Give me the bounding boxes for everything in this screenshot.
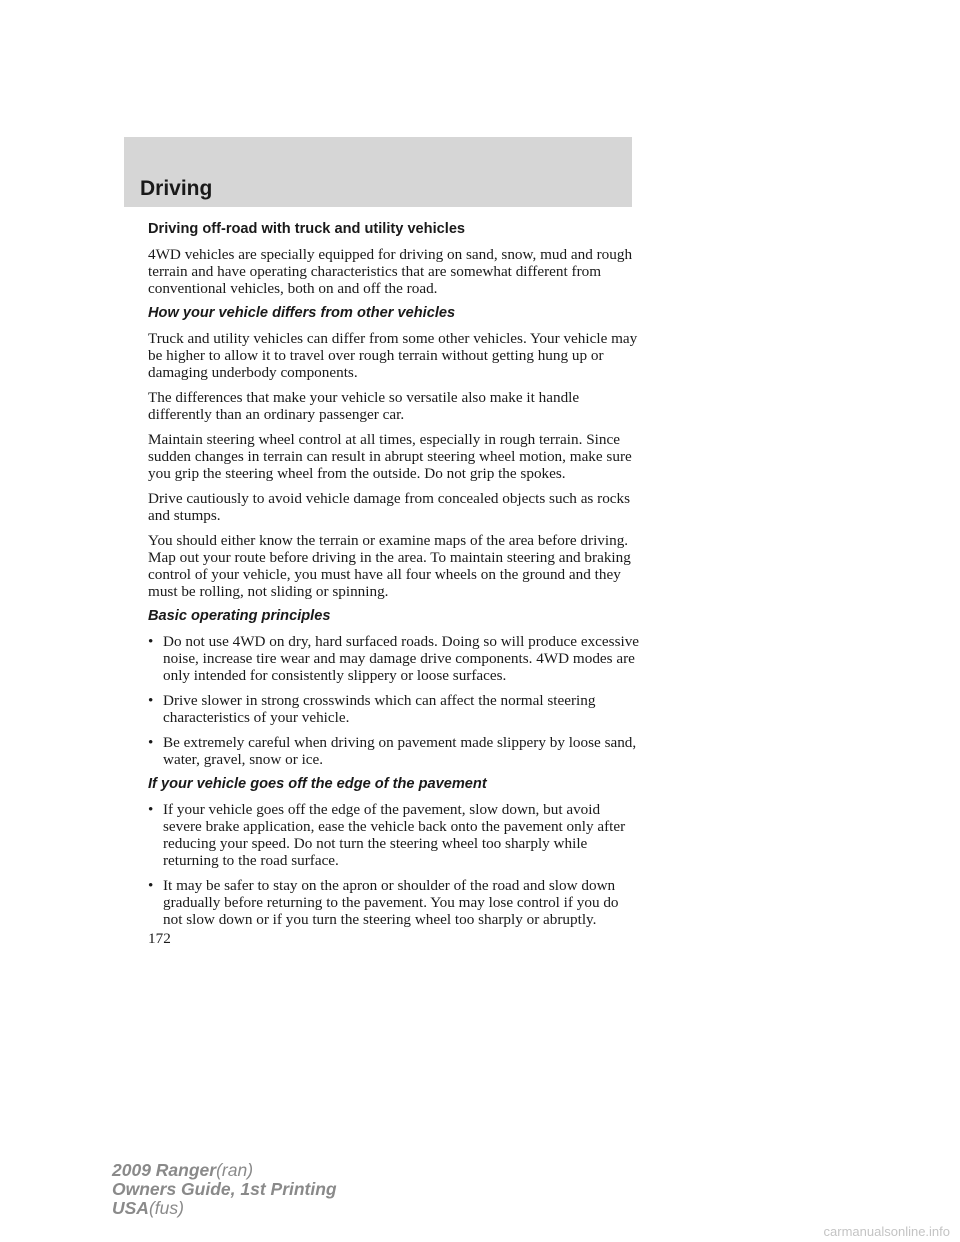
principles-list: [148, 633, 640, 768]
footer-model-code: (ran): [216, 1160, 254, 1180]
paragraph: The differences that make your vehicle so versatile also make it handle differently than an ordinary passenger car.: [148, 389, 580, 423]
list-item: [148, 633, 640, 684]
intro-paragraph: 4WD vehicles are specially equipped for driving on sand, snow, mud and rough terrain and have operating characteristics that are somewhat different from conventional vehicles, both on and off the road.: [148, 246, 633, 297]
list-item-text: If your vehicle goes off the edge of the pavement, slow down, but avoid severe brake application, ease the vehicle back onto the pavement only after reducing your speed. Do not turn the steering wheel too sharply while returning to the road surface.: [163, 801, 626, 869]
bullet-icon: •: [148, 692, 154, 709]
paragraph: Truck and utility vehicles can differ from some other vehicles. Your vehicle may be higher to allow it to travel over rough terrain without getting hung up or damaging underbody components.: [148, 330, 638, 381]
list-item-text: Be extremely careful when driving on pavement made slippery by loose sand, water, gravel, snow or ice.: [163, 734, 637, 768]
list-item-text: Do not use 4WD on dry, hard surfaced roads. Doing so will produce excessive noise, increase tire wear and may damage drive components. 4WD modes are only intended for consistently slippery or loose surfaces.: [163, 633, 640, 684]
bullet-icon: •: [148, 877, 154, 894]
page-number: 172: [148, 930, 171, 947]
bullet-icon: •: [148, 633, 154, 650]
pavement-heading: If your vehicle goes off the edge of the pavement: [148, 776, 487, 792]
footer-line-model: [112, 1161, 337, 1180]
section-title: Driving: [140, 177, 213, 200]
footer-model: 2009 Ranger: [112, 1160, 217, 1180]
page-content: [148, 221, 640, 936]
footer-market-code: (fus): [148, 1198, 184, 1218]
footer-line-guide: Owners Guide, 1st Printing: [112, 1179, 337, 1199]
article-title: Driving off-road with truck and utility vehicles: [148, 221, 466, 237]
list-item: [148, 801, 640, 869]
bullet-icon: •: [148, 801, 154, 818]
paragraph: Drive cautiously to avoid vehicle damage from concealed objects such as rocks and stumps.: [148, 490, 631, 524]
list-item-text: Drive slower in strong crosswinds which can affect the normal steering characteristics of your vehicle.: [163, 692, 596, 726]
paragraph: Maintain steering wheel control at all times, especially in rough terrain. Since sudden changes in terrain can result in abrupt steering wheel motion, make sure you grip the steering wheel from the outside. Do not grip the spokes.: [148, 431, 632, 482]
list-item: [148, 877, 640, 928]
list-item: [148, 692, 640, 726]
print-footer: [112, 1161, 337, 1218]
paragraph: You should either know the terrain or examine maps of the area before driving. Map out your route before driving in the area. To maintain steering and braking control of your vehicle, you must have all four wheels on the ground and they must be rolling, not sliding or spinning.: [148, 532, 631, 600]
footer-line-market: [112, 1199, 337, 1218]
footer-market: USA: [112, 1198, 149, 1218]
watermark: carmanualsonline.info: [823, 1224, 950, 1239]
differs-heading: How your vehicle differs from other vehicles: [148, 305, 456, 321]
pavement-list: [148, 801, 640, 928]
list-item: [148, 734, 640, 768]
list-item-text: It may be safer to stay on the apron or shoulder of the road and slow down gradually before returning to the pavement. You may lose control if you do not slow down or if you turn the steering wheel too sharply or abruptly.: [163, 877, 619, 928]
principles-heading: Basic operating principles: [148, 608, 331, 624]
bullet-icon: •: [148, 734, 154, 751]
